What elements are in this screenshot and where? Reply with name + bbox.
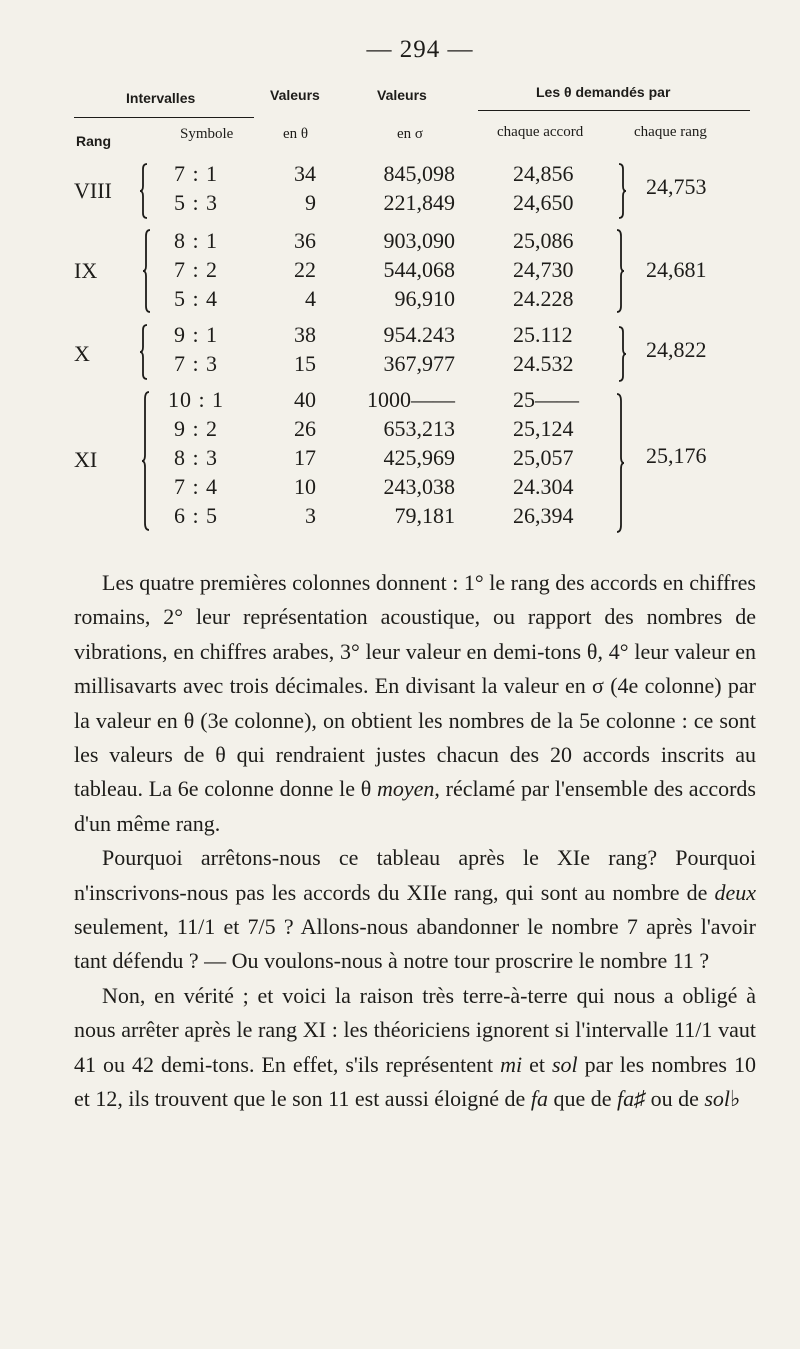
brace-left-viii <box>140 163 148 219</box>
header-rang: Rang <box>76 133 111 149</box>
chord-x-1: 25.112 <box>513 322 573 347</box>
paragraph-2-text-a: Pourquoi arrêtons-nous ce tableau après le XIe rang? Pourquoi n'inscrivons-nous pas les accords du XIIe rang, qui sont au nombre de <box>74 845 756 905</box>
chord-values-table <box>0 0 800 560</box>
chord-xi-3: 25,057 <box>513 445 574 470</box>
rank-ix: IX <box>74 258 98 283</box>
rank-viii: VIII <box>74 178 112 203</box>
symbol-xi-3: 8 : 3 <box>173 445 219 470</box>
chord-xi-2: 25,124 <box>513 416 574 441</box>
paragraph-3 <box>74 979 756 1117</box>
symbol-ix-3: 5 : 4 <box>173 286 219 311</box>
theta-xi-5: 3 <box>305 503 316 528</box>
theta-xi-4: 10 <box>294 474 316 499</box>
theta-xi-3: 17 <box>294 445 316 470</box>
symbol-xi-4: 7 : 4 <box>173 474 219 499</box>
paragraph-1-emphasis: moyen <box>377 776 435 802</box>
theta-ix-1: 36 <box>294 228 316 253</box>
chord-ix-3: 24.228 <box>513 286 574 311</box>
sigma-x-2: 367,977 <box>383 351 455 376</box>
brace-right-xi <box>616 393 624 533</box>
rank-x: X <box>74 341 90 366</box>
body-text <box>74 566 756 1117</box>
rank-value-ix: 24,681 <box>646 257 707 282</box>
sigma-xi-4: 243,038 <box>383 474 455 499</box>
sigma-xi-3: 425,969 <box>383 445 455 470</box>
paragraph-3-emphasis-sol: sol <box>552 1051 578 1077</box>
theta-x-2: 15 <box>294 351 316 376</box>
symbol-ix-1: 8 : 1 <box>173 228 219 253</box>
header-valeurs-sigma: Valeurs <box>377 87 427 103</box>
theta-ix-2: 22 <box>294 257 316 282</box>
sigma-xi-2: 653,213 <box>383 416 455 441</box>
paragraph-3-text-e: ou de <box>645 1086 705 1112</box>
rank-value-x: 24,822 <box>646 337 707 362</box>
theta-viii-1: 34 <box>294 161 316 186</box>
chord-ix-2: 24,730 <box>513 257 574 282</box>
brace-right-ix <box>616 229 624 313</box>
sigma-x-1: 954.243 <box>383 322 455 347</box>
page-number: — 294 — <box>366 36 474 63</box>
sigma-viii-2: 221,849 <box>383 190 455 215</box>
rank-value-viii: 24,753 <box>646 174 707 199</box>
brace-left-ix <box>143 229 151 313</box>
header-en-sigma: en σ <box>397 126 423 142</box>
header-rule-les-theta <box>478 110 750 111</box>
paragraph-1-text-b: , réclamé par l'ensemble des accords d'un même rang. <box>74 776 756 836</box>
paragraph-1-text-a: Les quatre premières colonnes donnent : 1° le rang des accords en chiffres romains, 2° leur représentation acoustique, ou rapport des nombres de vibrations, en chiffres arabes, 3° leur valeur en demi-tons θ, 4° leur valeur en millisavarts avec trois décimales. En divisant la valeur en σ (4e colonne) par la valeur en θ (3e colonne), on obtient les nombres de la 5e colonne : ce sont les valeurs de θ qui rendraient justes chacun des 20 accords inscrits au tableau. La 6e colonne donne le θ <box>74 570 756 802</box>
paragraph-2-emphasis: deux <box>714 879 756 905</box>
header-intervalles: Intervalles <box>126 90 196 106</box>
symbol-viii-1: 7 : 1 <box>173 161 219 186</box>
header-valeurs-theta: Valeurs <box>270 87 320 103</box>
sigma-ix-1: 903,090 <box>383 228 455 253</box>
symbol-ix-2: 7 : 2 <box>173 257 219 282</box>
symbol-x-1: 9 : 1 <box>173 322 219 347</box>
sigma-xi-1: 1000—— <box>367 387 455 412</box>
paragraph-3-emphasis-fa: fa <box>530 1086 548 1112</box>
paragraph-3-text-b: et <box>522 1051 552 1077</box>
chord-x-2: 24.532 <box>513 351 574 376</box>
rank-value-xi: 25,176 <box>646 443 707 468</box>
chord-xi-1: 25—— <box>513 387 579 412</box>
paragraph-3-text-d: que de <box>547 1086 617 1112</box>
chord-viii-2: 24,650 <box>513 190 574 215</box>
chord-ix-1: 25,086 <box>513 228 574 253</box>
header-chaque-rang: chaque rang <box>634 124 707 140</box>
header-en-theta: en θ <box>283 126 309 142</box>
sigma-ix-3: 96,910 <box>394 286 455 311</box>
chord-xi-4: 24.304 <box>513 474 574 499</box>
header-symbole: Symbole <box>180 126 234 142</box>
paragraph-1 <box>74 566 756 841</box>
theta-viii-2: 9 <box>305 190 316 215</box>
sigma-xi-5: 79,181 <box>394 503 455 528</box>
symbol-xi-2: 9 : 2 <box>173 416 219 441</box>
chord-viii-1: 24,856 <box>513 161 574 186</box>
theta-x-1: 38 <box>294 322 316 347</box>
sigma-viii-1: 845,098 <box>383 161 455 186</box>
sigma-ix-2: 544,068 <box>383 257 455 282</box>
header-chaque-accord: chaque accord <box>497 124 584 140</box>
paragraph-3-text-a: Non, en vérité ; et voici la raison très terre-à-terre qui nous a obligé à nous arrêter après le rang XI : les théoriciens ignorent si l'intervalle 11/1 vaut 41 ou 42 demi-tons. En effet, s'ils représentent <box>74 982 756 1077</box>
theta-xi-2: 26 <box>294 416 316 441</box>
paragraph-3-emphasis-fa-sharp: fa♯ <box>616 1086 646 1112</box>
paragraph-3-text-c: par les nombres 10 et 12, ils trouvent que le son 11 est aussi éloigné de <box>74 1051 756 1112</box>
paragraph-2 <box>74 841 756 979</box>
brace-right-x <box>618 326 626 382</box>
header-rule-intervalles <box>74 117 254 118</box>
brace-left-x <box>140 324 148 380</box>
theta-xi-1: 40 <box>294 387 316 412</box>
symbol-x-2: 7 : 3 <box>173 351 219 376</box>
header-les-theta-demandes: Les θ demandés par <box>536 84 671 100</box>
paragraph-3-emphasis-sol-flat: sol♭ <box>704 1086 741 1112</box>
paragraph-3-emphasis-mi: mi <box>500 1051 523 1077</box>
symbol-xi-5: 6 : 5 <box>173 503 219 528</box>
brace-left-xi <box>142 391 150 531</box>
brace-right-viii <box>618 163 626 219</box>
rank-xi: XI <box>74 447 98 472</box>
paragraph-2-text-b: seulement, 11/1 et 7/5 ? Allons-nous abandonner le nombre 7 après l'avoir tant défendu ? — Ou voulons-nous à notre tour proscrire le nombre 11 ? <box>74 914 756 974</box>
theta-ix-3: 4 <box>305 286 316 311</box>
symbol-xi-1: 10 : 1 <box>167 387 225 412</box>
chord-xi-5: 26,394 <box>513 503 574 528</box>
symbol-viii-2: 5 : 3 <box>173 190 219 215</box>
